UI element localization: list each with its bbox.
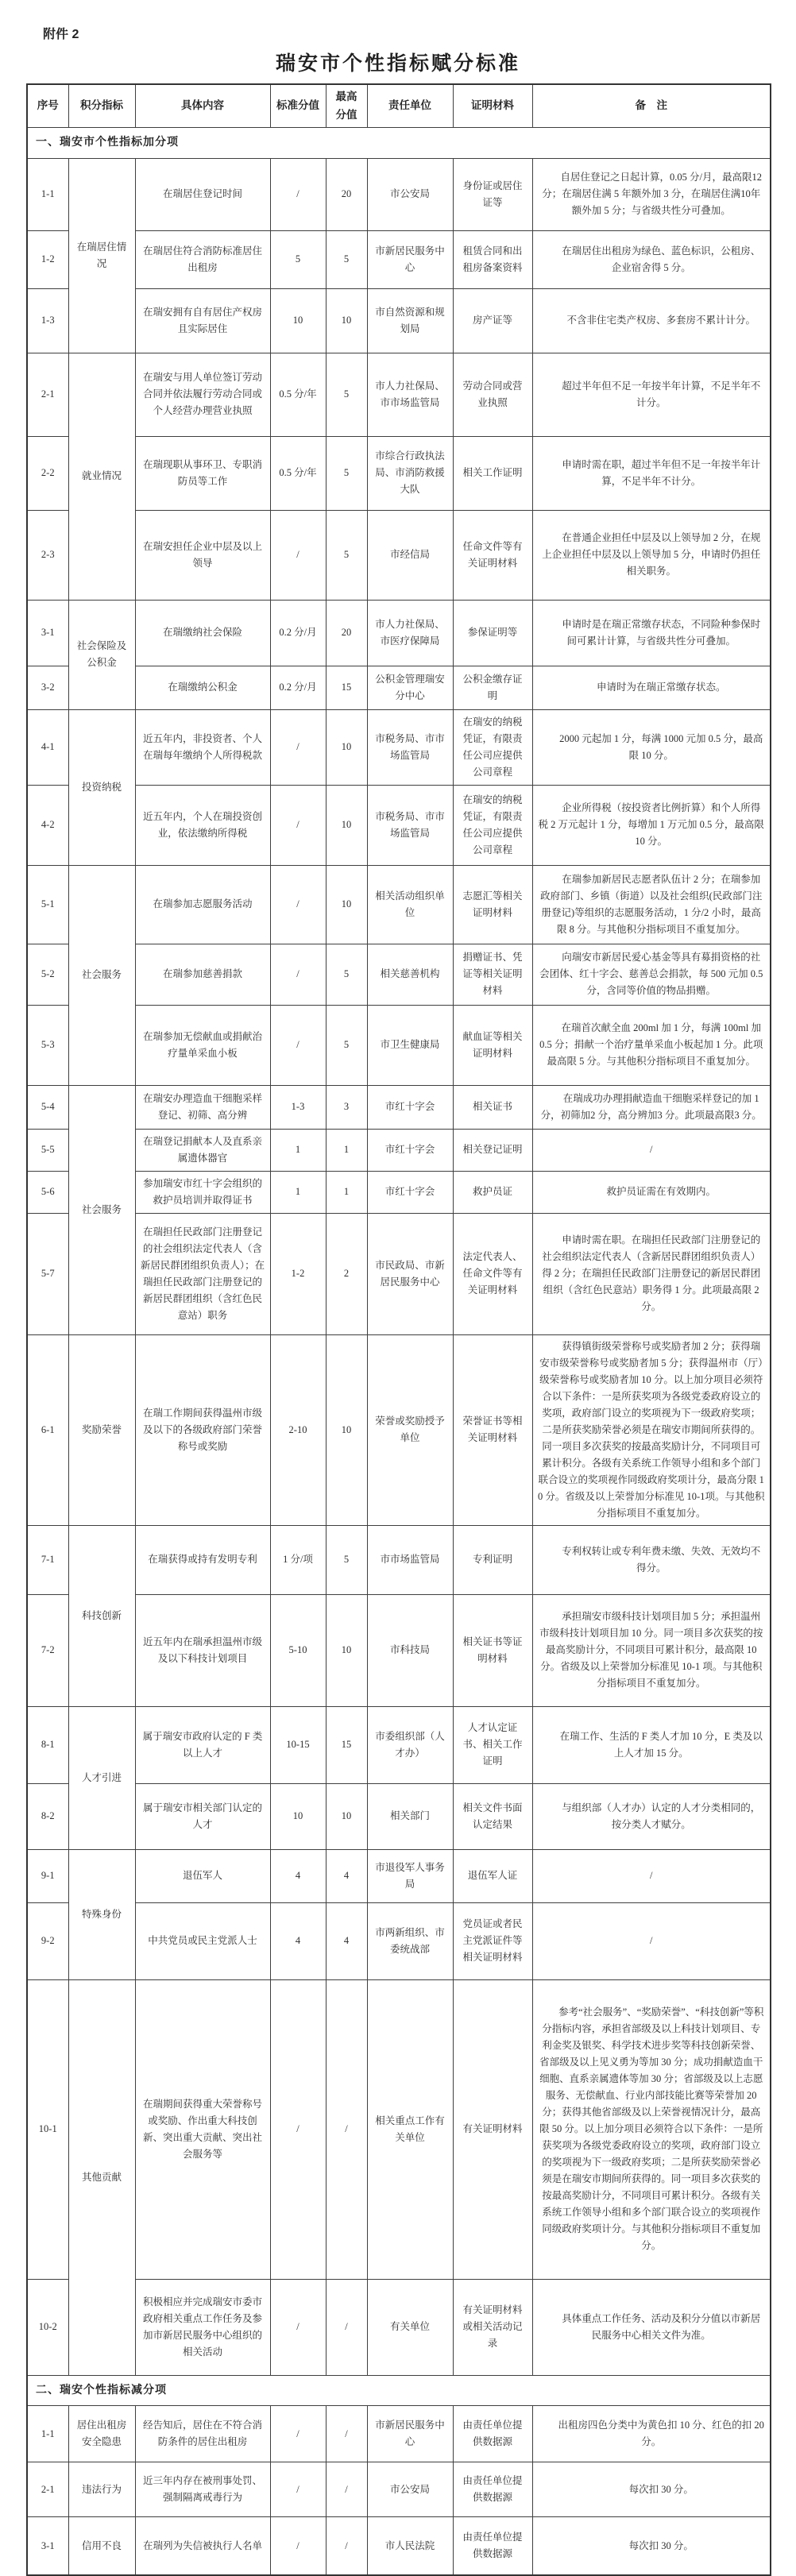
standard-score-cell: 0.5 分/年 — [270, 436, 326, 510]
unit-cell: 市经信局 — [367, 510, 453, 600]
unit-cell: 市红十字会 — [367, 1171, 453, 1213]
table-body — [27, 128, 771, 2576]
content-cell: 在瑞居住登记时间 — [135, 158, 270, 230]
content-cell: 在瑞工作期间获得温州市级及以下的各级政府部门荣誉称号或奖励 — [135, 1334, 270, 1525]
note-cell: 在瑞参加新居民志愿者队伍计 2 分；在瑞参加政府部门、乡镇（街道）以及社会组织(民政部门注册登记)等组织的志愿服务活动，1 分/2 小时，最高限 8 分。与其他积分指标项目不重复加分。 — [532, 865, 771, 944]
table-row — [27, 1849, 771, 1902]
content-cell: 近三年内存在被刑事处罚、强制隔离戒毒行为 — [135, 2462, 270, 2517]
standard-score-cell: 10 — [270, 288, 326, 353]
note-cell: 申请时需在职。在瑞担任民政部门注册登记的社会组织法定代表人（含新居民群团组织负责人）得 2 分；在瑞担任民政部门注册登记的新居民群团组织（含红色民意站）职务得 1 分。此项最高限 2 分。 — [532, 1213, 771, 1334]
row-no: 1-1 — [27, 158, 68, 230]
attachment-label: 附件 2 — [43, 28, 79, 41]
note-cell: 申请时是在瑞正常缴存状态，不同险种参保时间可累计计算，与省级共性分可叠加。 — [532, 600, 771, 666]
note-cell: 与组织部（人才办）认定的人才分类相同的，按分类人才赋分。 — [532, 1783, 771, 1849]
note-cell: 出租房四色分类中为黄色扣 10 分、红色的扣 20 分。 — [532, 2406, 771, 2462]
unit-cell: 市公安局 — [367, 2462, 453, 2517]
scoring-standard-table — [26, 83, 771, 2576]
row-no: 9-1 — [27, 1849, 68, 1902]
column-header: 序号 — [27, 84, 68, 128]
standard-score-cell: 10-15 — [270, 1706, 326, 1783]
proof-cell: 法定代表人、任命文件等有关证明材料 — [453, 1213, 532, 1334]
row-no: 2-1 — [27, 353, 68, 436]
indicator-cell: 在瑞居住情况 — [68, 158, 135, 353]
unit-cell: 市新居民服务中心 — [367, 2406, 453, 2462]
proof-cell: 参保证明等 — [453, 600, 532, 666]
row-no: 6-1 — [27, 1334, 68, 1525]
unit-cell: 市自然资源和规划局 — [367, 288, 453, 353]
note-cell: 每次扣 30 分。 — [532, 2517, 771, 2576]
row-no: 7-1 — [27, 1525, 68, 1594]
content-cell: 在瑞缴纳社会保险 — [135, 600, 270, 666]
table-row — [27, 1334, 771, 1525]
note-cell: 在瑞居住出租房为绿色、蓝色标识，公租房、企业宿舍得 5 分。 — [532, 230, 771, 288]
content-cell: 在瑞列为失信被执行人名单 — [135, 2517, 270, 2576]
section-title: 一、瑞安市个性指标加分项 — [27, 128, 771, 159]
indicator-cell: 科技创新 — [68, 1525, 135, 1706]
indicator-cell: 投资纳税 — [68, 709, 135, 865]
table-row — [27, 1129, 771, 1171]
proof-cell: 相关文件书面认定结果 — [453, 1783, 532, 1849]
note-cell: 救护员证需在有效期内。 — [532, 1171, 771, 1213]
max-score-cell: 10 — [326, 709, 367, 785]
max-score-cell: 5 — [326, 944, 367, 1005]
note-cell: 不含非住宅类产权房、多套房不累计计分。 — [532, 288, 771, 353]
note-cell: 自居住登记之日起计算，0.05 分/月，最高限12分；在瑞居住满 5 年额外加 3 分，在瑞居住满10年额外加 5 分；与省级共性分可叠加。 — [532, 158, 771, 230]
standard-score-cell: / — [270, 709, 326, 785]
max-score-cell: 10 — [326, 1334, 367, 1525]
content-cell: 近五年内，个人在瑞投资创业，依法缴纳所得税 — [135, 785, 270, 865]
row-no: 2-3 — [27, 510, 68, 600]
indicator-cell: 违法行为 — [68, 2462, 135, 2517]
note-cell: 获得镇街级荣誉称号或奖励者加 2 分；获得瑞安市级荣誉称号或奖励者加 5 分；获得温州市（厅）级荣誉称号或奖励者加 10 分。以上加分项目必须符合以下条件：一是所获奖项为各级党委政府设立的奖项，政府部门设立的奖项视为下一级政府奖项；二是所获奖励荣誉必须是在瑞安市期间所获得的。同一项目多次获奖的按最高奖励计分，不同项目可累计积分。各级有关系统工作领导小组和多个部门联合设立的奖项视作同级政府奖项计分，最高分限 10 分。省级及以上荣誉加分标准见 10-1项。与其他积分指标项目不重复加分。 — [532, 1334, 771, 1525]
standard-score-cell: / — [270, 785, 326, 865]
proof-cell: 捐赠证书、凭证等相关证明材料 — [453, 944, 532, 1005]
proof-cell: 献血证等相关证明材料 — [453, 1005, 532, 1085]
proof-cell: 由责任单位提供数据源 — [453, 2462, 532, 2517]
standard-score-cell: 0.2 分/月 — [270, 600, 326, 666]
standard-score-cell: 0.2 分/月 — [270, 666, 326, 709]
table-row — [27, 1979, 771, 2279]
standard-score-cell: / — [270, 2462, 326, 2517]
table-header — [27, 84, 771, 128]
max-score-cell: / — [326, 1979, 367, 2279]
column-header: 证明材料 — [453, 84, 532, 128]
proof-cell: 相关登记证明 — [453, 1129, 532, 1171]
standard-score-cell: / — [270, 1979, 326, 2279]
proof-cell: 房产证等 — [453, 288, 532, 353]
standard-score-cell: 5 — [270, 230, 326, 288]
column-header: 责任单位 — [367, 84, 453, 128]
unit-cell: 市民政局、市新居民服务中心 — [367, 1213, 453, 1334]
table-row — [27, 666, 771, 709]
indicator-cell: 社会保险及公积金 — [68, 600, 135, 709]
standard-score-cell: 5-10 — [270, 1594, 326, 1706]
row-no: 8-1 — [27, 1706, 68, 1783]
max-score-cell: 10 — [326, 865, 367, 944]
max-score-cell: 10 — [326, 288, 367, 353]
indicator-cell: 就业情况 — [68, 353, 135, 600]
content-cell: 属于瑞安市政府认定的 F 类以上人才 — [135, 1706, 270, 1783]
indicator-cell: 奖励荣誉 — [68, 1334, 135, 1525]
standard-score-cell: 1 — [270, 1129, 326, 1171]
row-no: 5-3 — [27, 1005, 68, 1085]
row-no: 10-1 — [27, 1979, 68, 2279]
max-score-cell: 10 — [326, 1594, 367, 1706]
unit-cell: 公积金管理瑞安分中心 — [367, 666, 453, 709]
row-no: 1-3 — [27, 288, 68, 353]
table-row — [27, 785, 771, 865]
standard-score-cell: 1-3 — [270, 1085, 326, 1129]
note-cell: 参考“社会服务”、“奖励荣誉”、“科技创新”等积分指标内容，承担省部级及以上科技计划项目、专利金奖及银奖、科学技术进步奖等科技创新荣誉、省部级及以上见义勇为等加 30 分；成功捐献造血干细胞、直系亲属遗体等加 30 分；省部级及以上志愿服务、无偿献血、行业内部技能比赛等荣誉加 20 分；获得其他省部级及以上荣誉视情况计分，最高限 50 分。以上加分项目必须符合以下条件：一是所获奖项为各级党委政府设立的奖项，政府部门设立的奖项视为下一级政府奖项；二是所获奖励荣誉必须是在瑞安市期间所获得的。同一项目多次获奖的按最高奖励计分，不同项目可累计积分。各级有关系统工作领导小组和多个部门联合设立的奖项视作同级政府奖项计分。与其他积分指标项目不重复加分。 — [532, 1979, 771, 2279]
content-cell: 在瑞缴纳公积金 — [135, 666, 270, 709]
standard-score-cell: 4 — [270, 1902, 326, 1979]
proof-cell: 身份证或居住证等 — [453, 158, 532, 230]
note-cell: 在瑞工作、生活的 F 类人才加 10 分，E 类及以上人才加 15 分。 — [532, 1706, 771, 1783]
table-row — [27, 1085, 771, 1129]
unit-cell: 相关活动组织单位 — [367, 865, 453, 944]
table-row — [27, 865, 771, 944]
standard-score-cell: / — [270, 510, 326, 600]
proof-cell: 租赁合同和出租房备案资料 — [453, 230, 532, 288]
row-no: 5-5 — [27, 1129, 68, 1171]
column-header: 积分指标 — [68, 84, 135, 128]
row-no: 3-1 — [27, 2517, 68, 2576]
section-row — [27, 128, 771, 159]
standard-score-cell: / — [270, 2279, 326, 2375]
standard-score-cell: / — [270, 944, 326, 1005]
unit-cell: 市卫生健康局 — [367, 1005, 453, 1085]
max-score-cell: / — [326, 2517, 367, 2576]
content-cell: 在瑞参加无偿献血或捐献治疗量单采血小板 — [135, 1005, 270, 1085]
max-score-cell: 5 — [326, 510, 367, 600]
max-score-cell: / — [326, 2279, 367, 2375]
max-score-cell: 4 — [326, 1902, 367, 1979]
max-score-cell: 4 — [326, 1849, 367, 1902]
note-cell: 申请时为在瑞正常缴存状态。 — [532, 666, 771, 709]
table-row — [27, 1005, 771, 1085]
note-cell: / — [532, 1129, 771, 1171]
note-cell: 2000 元起加 1 分，每满 1000 元加 0.5 分，最高限 10 分。 — [532, 709, 771, 785]
unit-cell: 市委组织部（人才办） — [367, 1706, 453, 1783]
standard-score-cell: / — [270, 1005, 326, 1085]
unit-cell: 有关单位 — [367, 2279, 453, 2375]
content-cell: 在瑞期间获得重大荣誉称号或奖励、作出重大科技创新、突出重大贡献、突出社会服务等 — [135, 1979, 270, 2279]
proof-cell: 党员证或者民主党派证件等相关证明材料 — [453, 1902, 532, 1979]
unit-cell: 市公安局 — [367, 158, 453, 230]
content-cell: 在瑞获得或持有发明专利 — [135, 1525, 270, 1594]
proof-cell: 荣誉证书等相关证明材料 — [453, 1334, 532, 1525]
unit-cell: 相关部门 — [367, 1783, 453, 1849]
unit-cell: 市人力社保局、市医疗保障局 — [367, 600, 453, 666]
table-row — [27, 1213, 771, 1334]
indicator-cell: 居住出租房安全隐患 — [68, 2406, 135, 2462]
indicator-cell: 人才引进 — [68, 1706, 135, 1849]
section-title: 二、瑞安个性指标减分项 — [27, 2375, 771, 2406]
max-score-cell: 20 — [326, 600, 367, 666]
table-row — [27, 2279, 771, 2375]
note-cell: 企业所得税（按投资者比例折算）和个人所得税 2 万元起计 1 分，每增加 1 万元加 0.5 分，最高限 10 分。 — [532, 785, 771, 865]
row-no: 4-2 — [27, 785, 68, 865]
unit-cell: 市人民法院 — [367, 2517, 453, 2576]
max-score-cell: 20 — [326, 158, 367, 230]
content-cell: 在瑞现职从事环卫、专职消防员等工作 — [135, 436, 270, 510]
row-no: 3-2 — [27, 666, 68, 709]
row-no: 2-1 — [27, 2462, 68, 2517]
table-row — [27, 230, 771, 288]
table-row — [27, 1525, 771, 1594]
note-cell: 在瑞首次献全血 200ml 加 1 分，每满 100ml 加 0.5 分；捐献一个治疗量单采血小板起加 1 分。此项最高限 5 分。与其他积分指标项目不重复加分。 — [532, 1005, 771, 1085]
content-cell: 在瑞参加慈善捐款 — [135, 944, 270, 1005]
content-cell: 经告知后，居住在不符合消防条件的居住出租房 — [135, 2406, 270, 2462]
unit-cell: 市综合行政执法局、市消防救援大队 — [367, 436, 453, 510]
table-row — [27, 600, 771, 666]
standard-score-cell: / — [270, 2517, 326, 2576]
note-cell: 在瑞成功办理捐献造血干细胞采样登记的加 1 分，初筛加2 分，高分辨加3 分。此项最高限3 分。 — [532, 1085, 771, 1129]
indicator-cell: 社会服务 — [68, 1085, 135, 1334]
proof-cell: 人才认定证书、相关工作证明 — [453, 1706, 532, 1783]
content-cell: 在瑞担任民政部门注册登记的社会组织法定代表人（含新居民群团组织负责人）；在瑞担任民政部门注册登记的新居民群团组织（含红色民意站）职务 — [135, 1213, 270, 1334]
max-score-cell: 5 — [326, 353, 367, 436]
unit-cell: 荣誉或奖励授予单位 — [367, 1334, 453, 1525]
max-score-cell: 1 — [326, 1129, 367, 1171]
row-no: 2-2 — [27, 436, 68, 510]
content-cell: 属于瑞安市相关部门认定的人才 — [135, 1783, 270, 1849]
note-cell: / — [532, 1902, 771, 1979]
row-no: 9-2 — [27, 1902, 68, 1979]
content-cell: 近五年内在瑞承担温州市级及以下科技计划项目 — [135, 1594, 270, 1706]
content-cell: 在瑞安担任企业中层及以上领导 — [135, 510, 270, 600]
proof-cell: 在瑞安的纳税凭证，有限责任公司应提供公司章程 — [453, 785, 532, 865]
unit-cell: 市红十字会 — [367, 1085, 453, 1129]
proof-cell: 由责任单位提供数据源 — [453, 2517, 532, 2576]
standard-score-cell: / — [270, 2406, 326, 2462]
content-cell: 近五年内，非投资者、个人在瑞每年缴纳个人所得税款 — [135, 709, 270, 785]
proof-cell: 公积金缴存证明 — [453, 666, 532, 709]
unit-cell: 相关慈善机构 — [367, 944, 453, 1005]
table-row — [27, 1902, 771, 1979]
proof-cell: 有关证明材料 — [453, 1979, 532, 2279]
table-row — [27, 2517, 771, 2576]
unit-cell: 市人力社保局、市市场监管局 — [367, 353, 453, 436]
column-header: 备 注 — [532, 84, 771, 128]
section-row — [27, 2375, 771, 2406]
row-no: 3-1 — [27, 600, 68, 666]
content-cell: 在瑞登记捐献本人及直系亲属遗体器官 — [135, 1129, 270, 1171]
note-cell: 具体重点工作任务、活动及积分分值以市新居民服务中心相关文件为准。 — [532, 2279, 771, 2375]
max-score-cell: 5 — [326, 1005, 367, 1085]
table-row — [27, 510, 771, 600]
row-no: 7-2 — [27, 1594, 68, 1706]
standard-score-cell: 1-2 — [270, 1213, 326, 1334]
note-cell: 在普通企业担任中层及以上领导加 2 分，在规上企业担任中层及以上领导加 5 分，申请时仍担任相关职务。 — [532, 510, 771, 600]
row-no: 4-1 — [27, 709, 68, 785]
content-cell: 中共党员或民主党派人士 — [135, 1902, 270, 1979]
table-row — [27, 436, 771, 510]
page-title: 瑞安市个性指标赋分标准 — [275, 52, 520, 75]
indicator-cell: 社会服务 — [68, 865, 135, 1085]
table-row — [27, 1171, 771, 1213]
column-header: 最高分值 — [326, 84, 367, 128]
max-score-cell: 5 — [326, 230, 367, 288]
unit-cell: 市红十字会 — [367, 1129, 453, 1171]
table-row — [27, 1594, 771, 1706]
max-score-cell: 3 — [326, 1085, 367, 1129]
standard-score-cell: 10 — [270, 1783, 326, 1849]
max-score-cell: 2 — [326, 1213, 367, 1334]
standard-score-cell: 2-10 — [270, 1334, 326, 1525]
unit-cell: 市税务局、市市场监管局 — [367, 785, 453, 865]
indicator-cell: 其他贡献 — [68, 1979, 135, 2375]
row-no: 5-6 — [27, 1171, 68, 1213]
proof-cell: 劳动合同或营业执照 — [453, 353, 532, 436]
content-cell: 在瑞安拥有自有居住产权房且实际居住 — [135, 288, 270, 353]
proof-cell: 相关证书等证明材料 — [453, 1594, 532, 1706]
standard-score-cell: 1 分/项 — [270, 1525, 326, 1594]
unit-cell: 相关重点工作有关单位 — [367, 1979, 453, 2279]
table-row — [27, 158, 771, 230]
unit-cell: 市退役军人事务局 — [367, 1849, 453, 1902]
proof-cell: 专利证明 — [453, 1525, 532, 1594]
proof-cell: 有关证明材料或相关活动记录 — [453, 2279, 532, 2375]
max-score-cell: 5 — [326, 436, 367, 510]
column-header: 具体内容 — [135, 84, 270, 128]
table-row — [27, 288, 771, 353]
table-row — [27, 1783, 771, 1849]
standard-score-cell: 0.5 分/年 — [270, 353, 326, 436]
table-row — [27, 2462, 771, 2517]
max-score-cell: 15 — [326, 1706, 367, 1783]
note-cell: / — [532, 1849, 771, 1902]
max-score-cell: / — [326, 2462, 367, 2517]
max-score-cell: 10 — [326, 785, 367, 865]
row-no: 5-2 — [27, 944, 68, 1005]
row-no: 5-7 — [27, 1213, 68, 1334]
max-score-cell: 1 — [326, 1171, 367, 1213]
unit-cell: 市税务局、市市场监管局 — [367, 709, 453, 785]
unit-cell: 市市场监管局 — [367, 1525, 453, 1594]
proof-cell: 任命文件等有关证明材料 — [453, 510, 532, 600]
table-row — [27, 709, 771, 785]
unit-cell: 市科技局 — [367, 1594, 453, 1706]
content-cell: 在瑞安办理造血干细胞采样登记、初筛、高分辨 — [135, 1085, 270, 1129]
content-cell: 积极相应并完成瑞安市委市政府相关重点工作任务及参加市新居民服务中心组织的相关活动 — [135, 2279, 270, 2375]
row-no: 5-1 — [27, 865, 68, 944]
indicator-cell: 信用不良 — [68, 2517, 135, 2576]
standard-score-cell: 4 — [270, 1849, 326, 1902]
table-row — [27, 1706, 771, 1783]
proof-cell: 相关工作证明 — [453, 436, 532, 510]
indicator-cell: 特殊身份 — [68, 1849, 135, 1979]
standard-score-cell: 1 — [270, 1171, 326, 1213]
content-cell: 参加瑞安市红十字会组织的救护员培训并取得证书 — [135, 1171, 270, 1213]
max-score-cell: 5 — [326, 1525, 367, 1594]
row-no: 5-4 — [27, 1085, 68, 1129]
row-no: 1-1 — [27, 2406, 68, 2462]
table-row — [27, 944, 771, 1005]
max-score-cell: / — [326, 2406, 367, 2462]
note-cell: 向瑞安市新居民爱心基金等具有募捐资格的社会团体、红十字会、慈善总会捐款，每 500 元加 0.5 分，含同等价值的物品捐赠。 — [532, 944, 771, 1005]
proof-cell: 由责任单位提供数据源 — [453, 2406, 532, 2462]
row-no: 1-2 — [27, 230, 68, 288]
proof-cell: 退伍军人证 — [453, 1849, 532, 1902]
content-cell: 在瑞安与用人单位签订劳动合同并依法履行劳动合同或个人经营办理营业执照 — [135, 353, 270, 436]
proof-cell: 在瑞安的纳税凭证，有限责任公司应提供公司章程 — [453, 709, 532, 785]
unit-cell: 市两新组织、市委统战部 — [367, 1902, 453, 1979]
max-score-cell: 15 — [326, 666, 367, 709]
header-row — [27, 84, 771, 128]
table-row — [27, 353, 771, 436]
row-no: 8-2 — [27, 1783, 68, 1849]
standard-score-cell: / — [270, 865, 326, 944]
column-header: 标准分值 — [270, 84, 326, 128]
proof-cell: 相关证书 — [453, 1085, 532, 1129]
table-row — [27, 2406, 771, 2462]
note-cell: 承担瑞安市级科技计划项目加 5 分；承担温州市级科技计划项目加 10 分。同一项目多次获奖的按最高奖励计分，不同项目可累计积分，最高限 10 分。省级及以上荣誉加分标准见 10-1 项。与其他积分指标项目不重复加分。 — [532, 1594, 771, 1706]
standard-score-cell: / — [270, 158, 326, 230]
note-cell: 超过半年但不足一年按半年计算，不足半年不计分。 — [532, 353, 771, 436]
proof-cell: 志愿汇等相关证明材料 — [453, 865, 532, 944]
content-cell: 退伍军人 — [135, 1849, 270, 1902]
unit-cell: 市新居民服务中心 — [367, 230, 453, 288]
content-cell: 在瑞居住符合消防标准居住出租房 — [135, 230, 270, 288]
proof-cell: 救护员证 — [453, 1171, 532, 1213]
content-cell: 在瑞参加志愿服务活动 — [135, 865, 270, 944]
note-cell: 专利权转让或专利年费未缴、失效、无效均不得分。 — [532, 1525, 771, 1594]
note-cell: 每次扣 30 分。 — [532, 2462, 771, 2517]
row-no: 10-2 — [27, 2279, 68, 2375]
note-cell: 申请时需在职，超过半年但不足一年按半年计算，不足半年不计分。 — [532, 436, 771, 510]
max-score-cell: 10 — [326, 1783, 367, 1849]
